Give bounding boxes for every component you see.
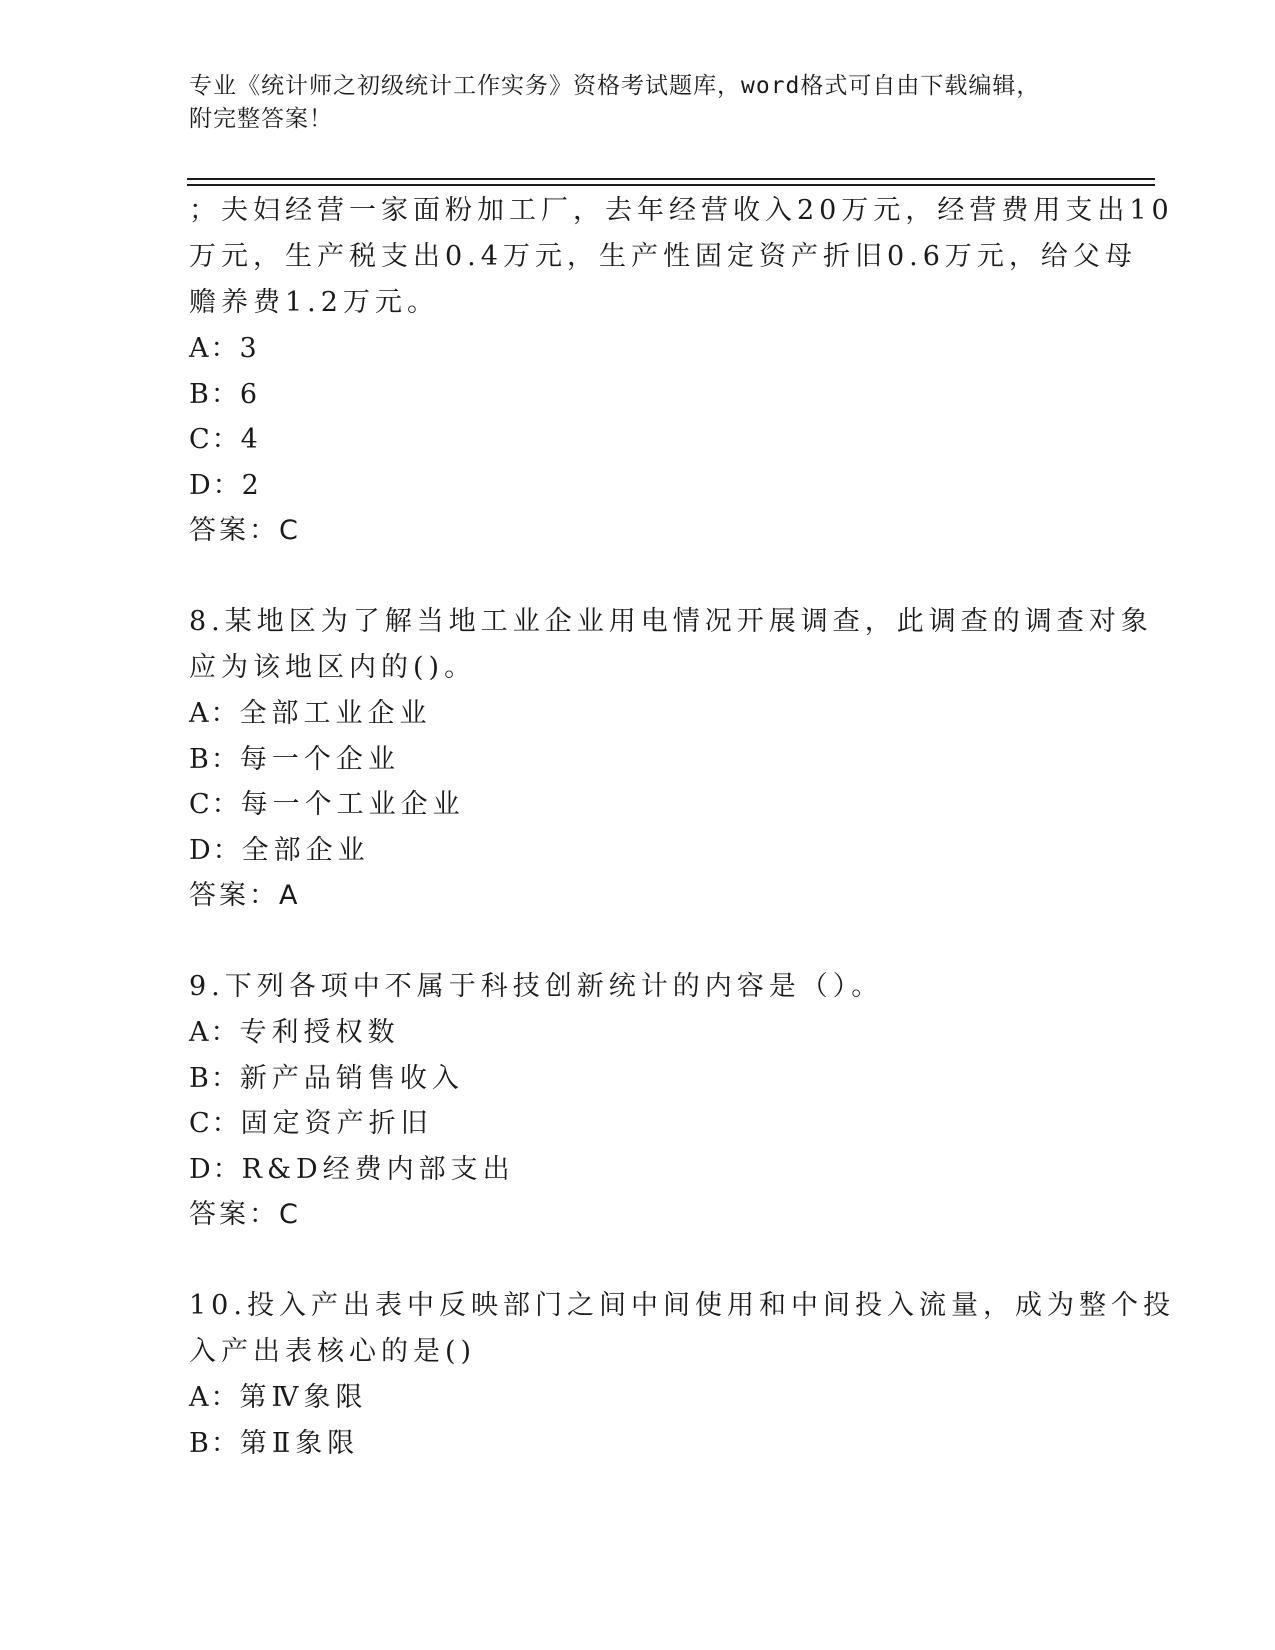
option-text: 固定资产折旧 (240, 1108, 433, 1139)
option-b (189, 1056, 1089, 1102)
option-key: A： (189, 698, 240, 729)
question-8 (189, 599, 1153, 919)
answer: 答案：C (189, 1199, 301, 1230)
question-7 (189, 188, 1174, 554)
header-line-2: 附完整答案！ (189, 106, 333, 132)
option-text: 新产品销售收入 (239, 1062, 464, 1094)
option-text: 第Ⅱ象限 (239, 1427, 360, 1459)
document-header (189, 70, 1089, 136)
question-list (189, 188, 1175, 1466)
option-text: R&D经费内部支出 (241, 1153, 515, 1185)
option-key: C： (189, 789, 241, 820)
question-stem-line: 赡养费1.2万元。 (189, 287, 439, 318)
option-text: 2 (241, 469, 264, 501)
option-key: B： (189, 378, 240, 410)
option-text: 全部企业 (241, 834, 370, 866)
option-c (189, 1101, 1089, 1147)
option-text: 3 (239, 333, 262, 364)
option-a (189, 691, 1089, 737)
question-spacer (189, 919, 1089, 964)
header-line-1: 专业《统计师之初级统计工作实务》资格考试题库，word格式可自由下载编辑， (189, 73, 1041, 99)
answer: 答案：C (189, 515, 301, 546)
option-d (189, 1147, 1089, 1193)
question-stem-line: 9.下列各项中不属于科技创新统计的内容是（）。 (189, 971, 884, 1002)
question-10 (189, 1283, 1175, 1466)
option-key: D： (189, 834, 242, 866)
question-stem-line: 入产出表核心的是() (189, 1336, 477, 1367)
option-key: D： (189, 1153, 242, 1185)
question-spacer (189, 554, 1089, 599)
option-key: B： (189, 1062, 240, 1094)
option-key: C： (189, 1108, 241, 1139)
option-d (189, 463, 1089, 509)
header-divider-top (187, 178, 1155, 180)
question-stem-line: 万元，生产税支出0.4万元，生产性固定资产折旧0.6万元，给父母 (189, 241, 1137, 272)
question-9 (189, 964, 1089, 1238)
option-c (189, 782, 1089, 828)
option-key: A： (189, 1017, 240, 1048)
answer: 答案：A (189, 880, 301, 911)
option-b (189, 372, 1089, 418)
option-text: 4 (240, 424, 263, 455)
option-key: B： (189, 743, 240, 775)
option-text: 6 (239, 378, 263, 410)
question-stem-line: ；夫妇经营一家面粉加工厂，去年经营收入20万元，经营费用支出10 (189, 195, 1174, 226)
option-a (189, 1375, 1089, 1421)
question-stem-line: 应为该地区内的()。 (189, 652, 477, 683)
option-key: A： (189, 333, 240, 364)
option-text: 全部工业企业 (239, 698, 432, 729)
header-divider-bottom (187, 184, 1155, 186)
option-text: 第Ⅳ象限 (239, 1382, 368, 1413)
option-key: B： (189, 1427, 240, 1459)
option-text: 每一个工业企业 (240, 789, 465, 820)
question-spacer (189, 1238, 1089, 1283)
option-a (189, 326, 1089, 372)
option-key: C： (189, 424, 241, 455)
option-key: D： (189, 469, 242, 501)
question-stem-line: 10.投入产出表中反映部门之间中间使用和中间投入流量，成为整个投 (189, 1290, 1175, 1321)
option-c (189, 417, 1089, 463)
option-text: 每一个企业 (239, 743, 400, 775)
option-a (189, 1010, 1089, 1056)
option-key: A： (189, 1382, 240, 1413)
option-text: 专利授权数 (239, 1017, 400, 1048)
question-stem-line: 8.某地区为了解当地工业企业用电情况开展调查，此调查的调查对象 (189, 606, 1153, 637)
option-d (189, 828, 1089, 874)
option-b (189, 1421, 1089, 1467)
option-b (189, 737, 1089, 783)
